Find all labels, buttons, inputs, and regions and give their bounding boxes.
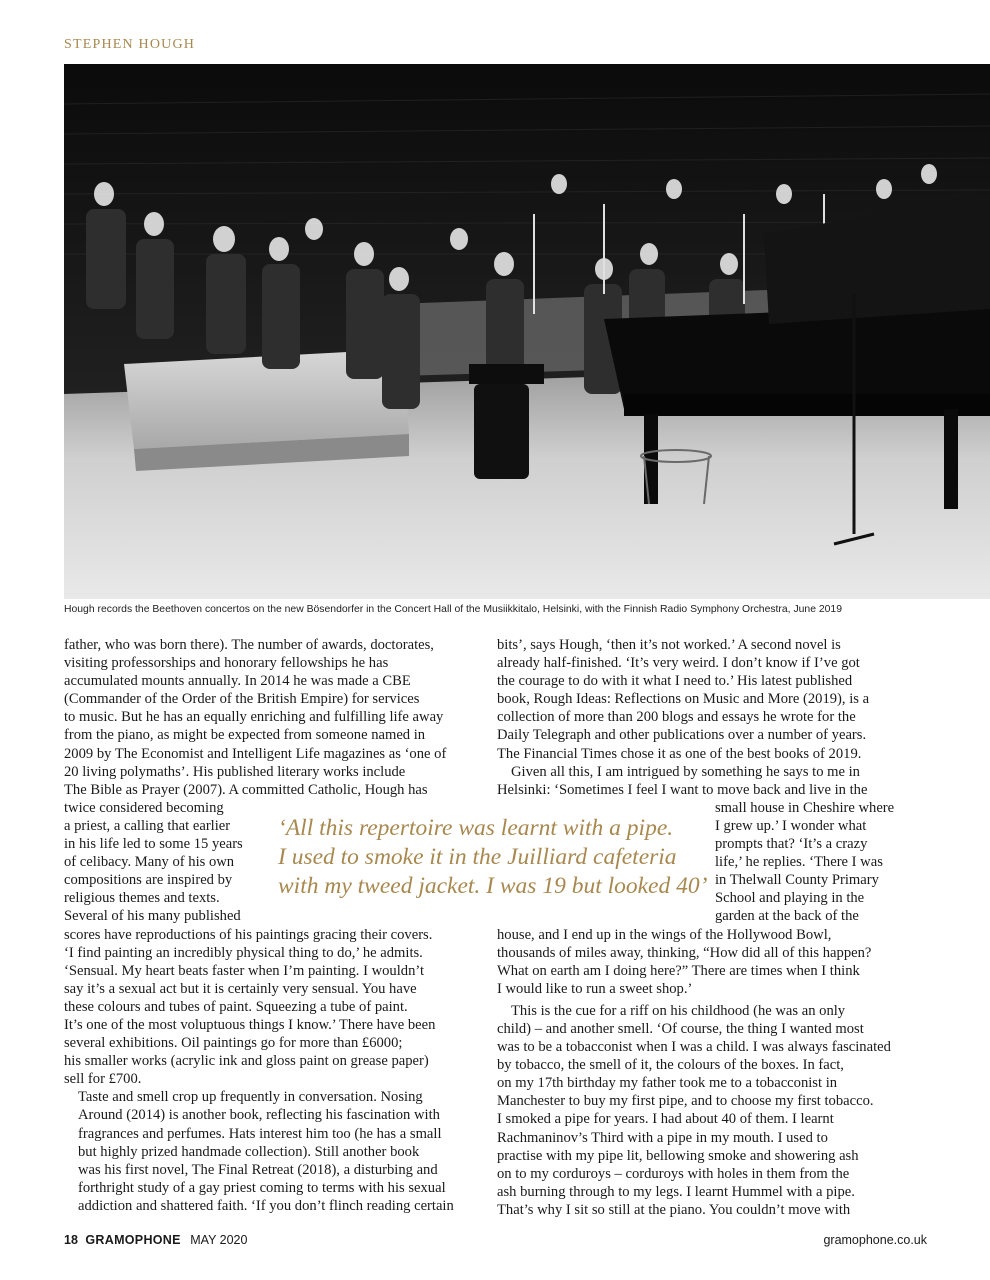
text-line: That’s why I sit so still at the piano. You couldn’t move with (497, 1201, 851, 1218)
text-line: I smoked a pipe for years. I had about 40 of them. I learnt (497, 1111, 834, 1128)
text-line: This is the cue for a riff on his childhood (he was an only (511, 1002, 846, 1019)
text-line: prompts that? ‘It’s a crazy (715, 836, 868, 853)
text-line: the courage to do with it what I need to.’ His latest published (497, 673, 853, 690)
text-line: these colours and tubes of paint. Squeezing a tube of paint. (64, 998, 408, 1015)
text-line: by tobacco, the smell of it, the colours of the boxes. In fact, (497, 1057, 844, 1074)
text-line: child) – and another smell. ‘Of course, the thing I wanted most (497, 1020, 864, 1037)
text-line: life,’ he replies. ‘There I was (715, 854, 883, 871)
text-line: 20 living polymaths’. His published literary works include (64, 763, 406, 780)
text-line: on to my corduroys – corduroys with holes in them from the (497, 1165, 850, 1182)
text-line: from the piano, as might be expected from someone named in (64, 727, 426, 744)
text-line: The Bible as Prayer (2007). A committed Catholic, Hough has (64, 781, 428, 798)
text-line: a priest, a calling that earlier (64, 817, 231, 834)
text-line: was to be a tobacconist when I was a child. I was always fascinated (497, 1039, 891, 1056)
text-line: father, who was born there). The number of awards, doctorates, (64, 637, 434, 653)
text-line: ash burning through to my legs. I learnt Hummel with a pipe. (497, 1183, 855, 1200)
text-line: 2009 by The Economist and Intelligent Life magazines as ‘one of (64, 745, 447, 762)
text-line: but highly prized handmade collection). Still another book (78, 1143, 420, 1160)
text-line: on my 17th birthday my father took me to a tobacconist in (497, 1075, 838, 1092)
text-line: small house in Cheshire where (715, 799, 895, 816)
text-line: was his first novel, The Final Retreat (2018), a disturbing and (78, 1161, 438, 1178)
text-line: house, and I end up in the wings of the Hollywood Bowl, (497, 926, 832, 943)
text-line: accumulated mounts annually. In 2014 he was made a CBE (64, 673, 411, 690)
text-line: sell for £700. (64, 1071, 142, 1088)
text-line: already half-finished. ‘It’s very weird. I don’t know if I’ve got (497, 655, 860, 672)
text-line: twice considered becoming (64, 799, 224, 816)
text-line: practise with my pipe lit, bellowing smoke and showering ash (497, 1147, 859, 1164)
text-line: fragrances and perfumes. Hats interest him too (he has a small (78, 1125, 442, 1142)
issue-date: MAY 2020 (190, 1233, 248, 1247)
text-line: to music. But he has an equally enriching and fulfilling life away (64, 709, 444, 726)
text-line: Around (2014) is another book, reflecting his fascination with (78, 1107, 440, 1124)
text-line: I grew up.’ I wonder what (715, 817, 867, 834)
page-number: 18 (64, 1233, 78, 1247)
page-footer-left (64, 1233, 247, 1247)
paragraph (497, 636, 927, 763)
text-line: several exhibitions. Oil paintings go for more than £6000; (64, 1035, 403, 1052)
pull-quote-line: I used to smoke it in the Juilliard cafeteria (278, 844, 677, 870)
text-line: in his life led to some 15 years (64, 836, 243, 853)
text-line: thousands of miles away, thinking, “How did all of this happen? (497, 944, 872, 961)
text-line: garden at the back of the (715, 908, 859, 925)
text-line: What on earth am I doing here?” There are times when I think (497, 962, 860, 979)
text-line: Helsinki: ‘Sometimes I feel I want to move back and live in the (497, 781, 868, 798)
text-line: scores have reproductions of his paintings gracing their covers. (64, 926, 433, 943)
running-head: STEPHEN HOUGH (64, 37, 196, 52)
text-line: religious themes and texts. (64, 890, 220, 907)
text-line: Several of his many published (64, 908, 241, 925)
orchestra-photo (64, 64, 990, 599)
text-line: in Thelwall County Primary (715, 872, 879, 889)
text-line: forthright study of a gay priest coming to terms with his sexual (78, 1179, 446, 1196)
text-line: Rachmaninov’s Third with a pipe in my mouth. I used to (497, 1129, 828, 1146)
text-line: ‘Sensual. My heart beats faster when I’m painting. I wouldn’t (64, 962, 425, 979)
text-line: of celibacy. Many of his own (64, 854, 235, 871)
article-column-left (64, 636, 484, 1215)
text-line: Taste and smell crop up frequently in conversation. Nosing (78, 1089, 423, 1106)
text-line: collection of more than 200 blogs and essays he wrote for the (497, 709, 856, 726)
text-line: book, Rough Ideas: Reflections on Music and More (2019), is a (497, 691, 870, 708)
text-line: School and playing in the (715, 890, 865, 907)
text-line: Daily Telegraph and other publications over a number of years. (497, 727, 867, 744)
text-line: ‘I find painting an incredibly physical thing to do,’ he admits. (64, 944, 423, 961)
text-line: say it’s a sexual act but it is certainly very sensual. You have (64, 980, 417, 997)
article-column-right (497, 636, 927, 1219)
orchestra-photo-graphic (64, 64, 990, 599)
text-line: compositions are inspired by (64, 872, 233, 889)
website-link[interactable]: gramophone.co.uk (823, 1233, 927, 1247)
paragraph (64, 1088, 484, 1215)
text-line: The Financial Times chose it as one of the best books of 2019. (497, 745, 862, 762)
text-line: I would like to run a sweet shop.’ (497, 980, 693, 997)
paragraph (497, 763, 927, 998)
text-line: It’s one of the most voluptuous things I know.’ There have been (64, 1016, 436, 1033)
pull-quote-line: with my tweed jacket. I was 19 but looked 40’ (278, 873, 708, 899)
paragraph (497, 1002, 927, 1219)
magazine-name: GRAMOPHONE (85, 1233, 181, 1247)
text-line: (Commander of the Order of the British Empire) for services (64, 691, 420, 708)
text-line: visiting professorships and honorary fellowships he has (64, 655, 389, 672)
photo-caption: Hough records the Beethoven concertos on the new Bösendorfer in the Concert Hall of the Musiikkitalo, Helsinki, with the Finnish Radio Symphony Orchestra, June 2019 (64, 604, 842, 615)
pull-quote-line: ‘All this repertoire was learnt with a pipe. (278, 815, 674, 841)
text-line: addiction and shattered faith. ‘If you don’t flinch reading certain (78, 1197, 454, 1214)
text-line: his smaller works (acrylic ink and gloss paint on grease paper) (64, 1053, 429, 1070)
text-line: Given all this, I am intrigued by something he says to me in (511, 763, 860, 780)
text-line: bits’, says Hough, ‘then it’s not worked.’ A second novel is (497, 637, 841, 653)
text-line: Manchester to buy my first pipe, and to choose my first tobacco. (497, 1093, 874, 1110)
